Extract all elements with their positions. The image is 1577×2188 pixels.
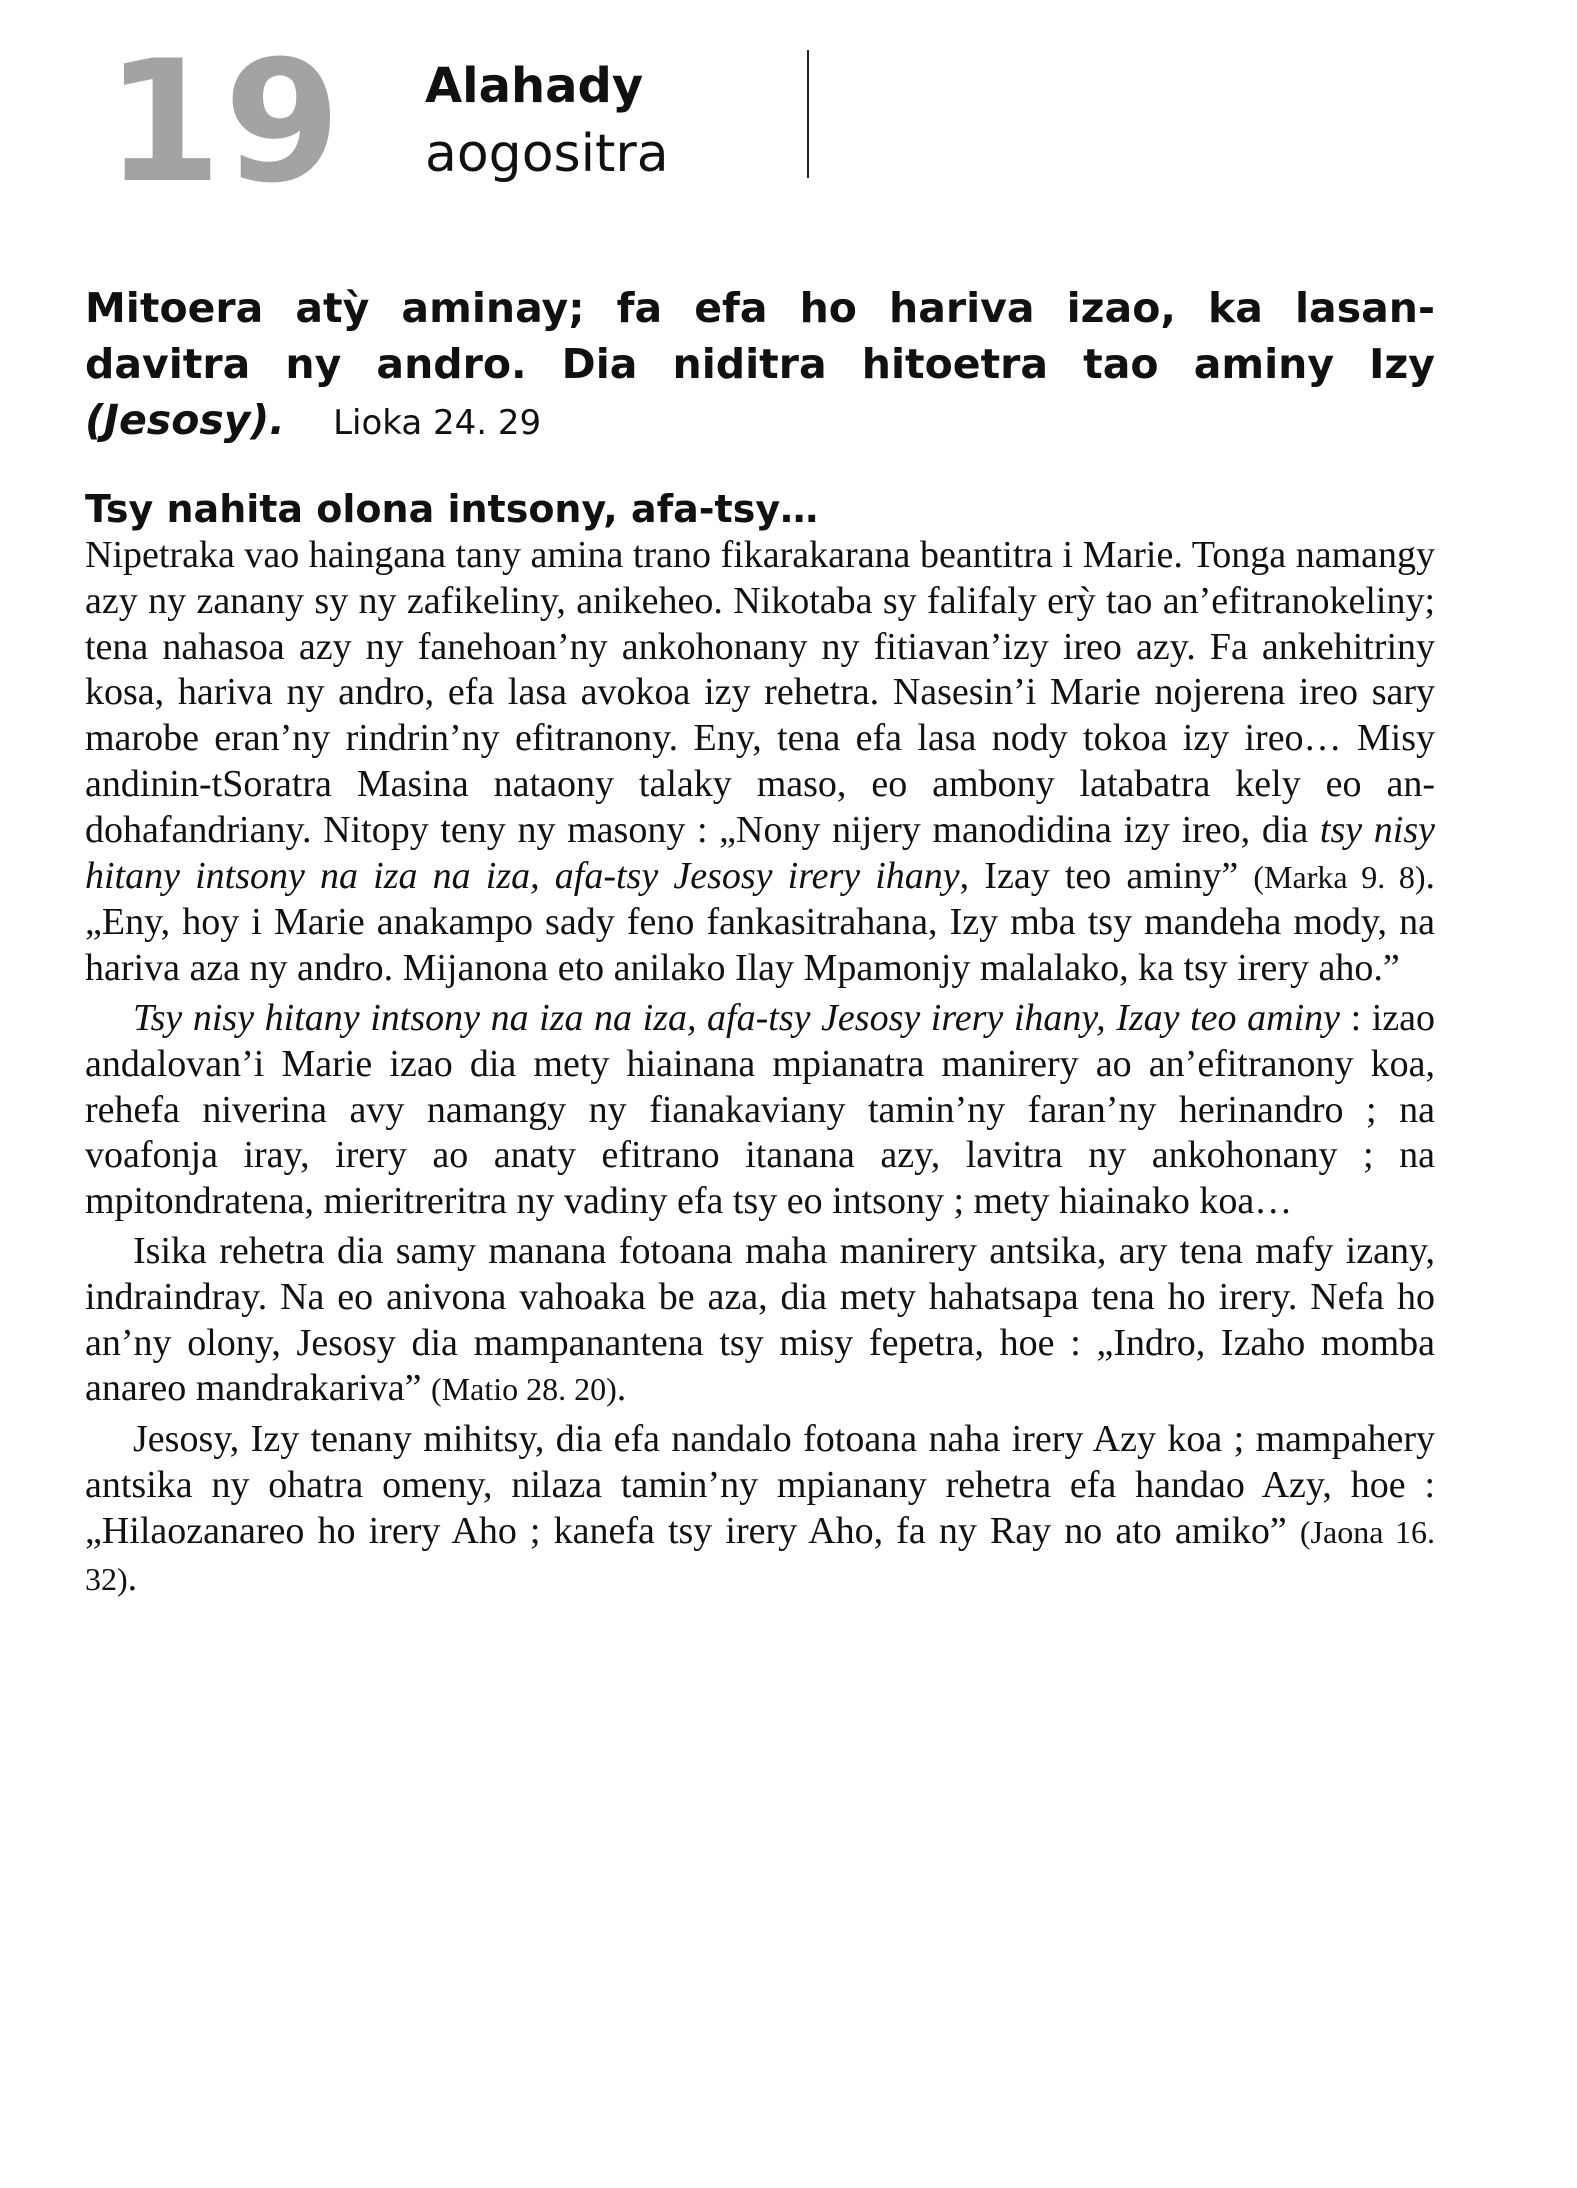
- month-label: aogositra: [425, 124, 669, 184]
- paragraph-text: . „Eny, hoy i Marie anakampo sady feno fankasitrahana, Izy mba tsy mandeha mody, na hariva aza ny andro. Mijanona eto anilako Ilay Mpamonjy malalako, ka tsy irery aho.”: [85, 854, 1435, 990]
- meditation-heading: Tsy nahita olona intsony, afa-tsy…: [85, 487, 819, 531]
- paragraph-2: [85, 996, 1435, 1225]
- scripture-citation: (Marka 9. 8): [1253, 858, 1426, 895]
- day-number: 19: [105, 24, 343, 220]
- paragraph-text: .: [127, 1556, 138, 1599]
- header-divider: [807, 50, 809, 178]
- verse-attribution: (Jesosy).: [85, 396, 285, 444]
- paragraph-1: [85, 533, 1435, 992]
- scripture-verse: [85, 280, 1435, 451]
- verse-text: Mitoera atỳ aminay; fa efa ho hariva izao, ka lasan-davitra ny andro. Dia niditra hitoetra tao aminy Izy: [85, 284, 1435, 388]
- paragraph-text: .: [616, 1367, 627, 1410]
- paragraph-text: : izao andalovan’i Marie izao dia mety hiainana mpianatra manirery ao an’efitranony koa, rehefa niverina avy namangy ny fianakaviany tamin’ny faran’ny herinandro ; na voafonja iray, irery ao anaty efitrano itanana azy, lavitra ny ankohonany ; na mpitondratena, mieritreritra ny vadiny efa tsy eo intsony ; mety hiainako koa…: [85, 996, 1435, 1223]
- paragraph-4: [85, 1417, 1435, 1602]
- paragraph-text: Isika rehetra dia samy manana fotoana maha manirery antsika, ary tena mafy izany, indraindray. Na eo anivona vahoaka be aza, dia mety hahatsapa tena ho irery. Nefa ho an’ny olony, Jesosy dia mampanantena tsy misy fepetra, hoe : „Indro, Izaho momba anareo mandrakariva”: [85, 1229, 1435, 1410]
- scripture-citation: (Matio 28. 20): [431, 1371, 617, 1408]
- paragraph-text: Jesosy, Izy tenany mihitsy, dia efa nandalo fotoana naha irery Azy koa ; mampahery antsika ny ohatra omeny, nilaza tamin’ny mpianany rehetra efa handao Azy, hoe : „Hilaozanareo ho irery Aho ; kanefa tsy irery Aho, fa ny Ray no ato amiko”: [85, 1418, 1435, 1552]
- weekday-label: Alahady: [425, 58, 644, 114]
- meditation-body: [85, 533, 1435, 1602]
- paragraph-quote-italic: tsy nisy hitany intsony na iza na iza, afa-tsy Jesosy irery ihany: [85, 808, 1435, 897]
- paragraph-text: Nipetraka vao haingana tany amina trano fikarakarana beantitra i Marie. Tonga namangy azy ny zanany sy ny zafikeliny, anikeheo. Nikotaba sy falifaly erỳ tao an’efitranokeliny; tena nahasoa azy ny fanehoan’ny ankohonany ny fitiavan’izy ireo azy. Fa ankehitriny kosa, hariva ny andro, efa lasa avokoa izy rehetra. Nasesin’i Marie nojerena ireo sary marobe eran’ny rindrin’ny efitranony. Eny, tena efa lasa nody tokoa izy ireo… Misy andinin-tSoratra Masina nataony talaky maso, eo ambony latabatra kely eo an-dohafandriany. Nitopy teny ny masony : „Nony nijery manodidina izy ireo, dia: [85, 534, 1435, 851]
- date-header: [85, 24, 1435, 220]
- devotional-page: [85, 24, 1435, 1602]
- paragraph-quote-italic: Tsy nisy hitany intsony na iza na iza, afa-tsy Jesosy irery ihany, Izay teo aminy: [133, 996, 1340, 1039]
- scripture-citation: (Jaona 16. 32): [85, 1513, 1435, 1597]
- paragraph-3: [85, 1229, 1435, 1413]
- paragraph-text: , Izay teo aminy”: [959, 854, 1254, 897]
- verse-reference: Lioka 24. 29: [333, 403, 542, 443]
